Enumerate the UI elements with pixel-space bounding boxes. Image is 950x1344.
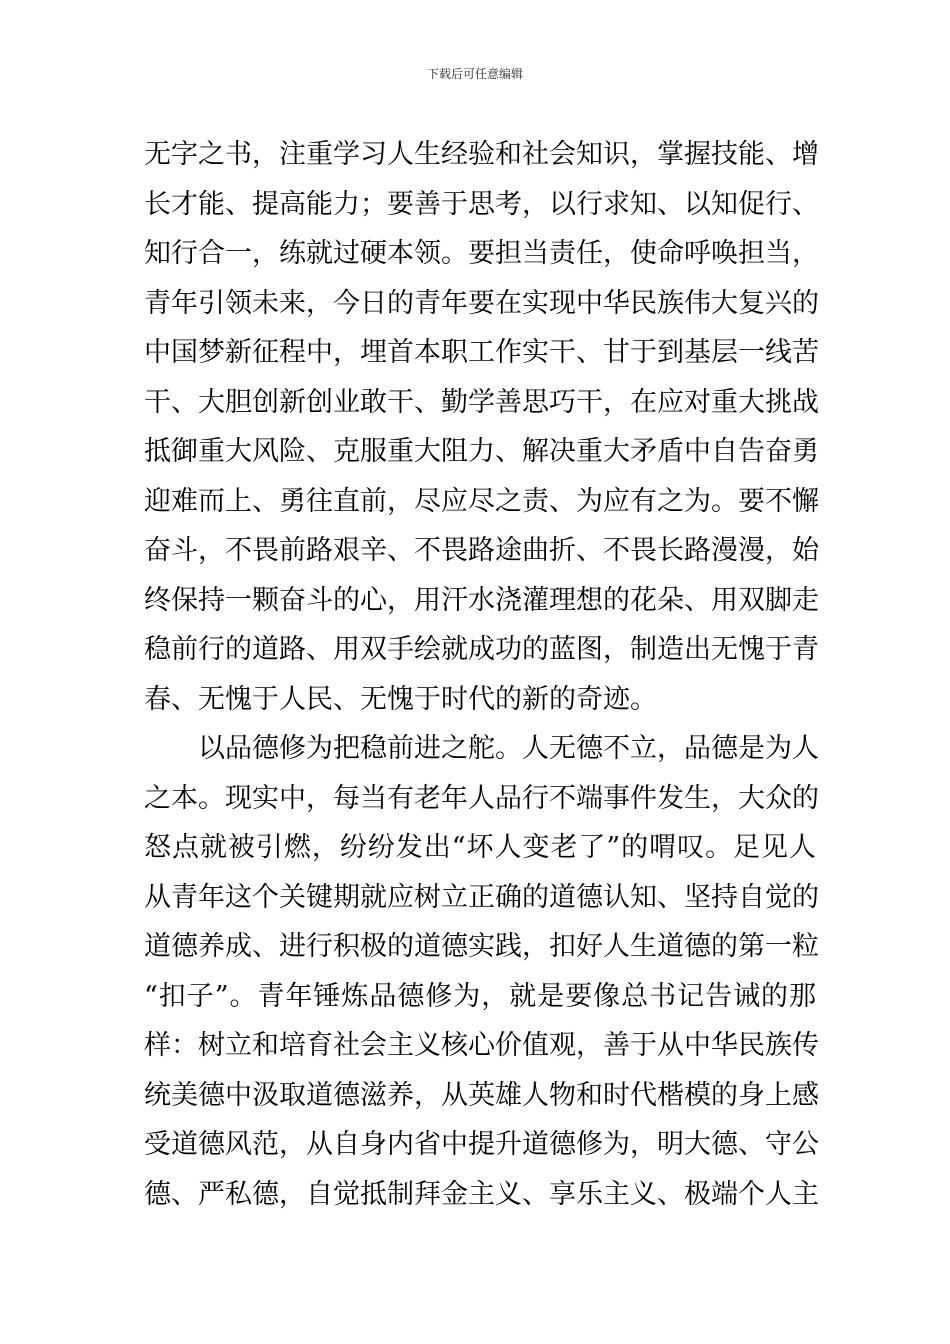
text-line: 中国梦新征程中，埋首本职工作实干、甘于到基层一线苦 — [144, 337, 819, 368]
text-line: 道德养成、进行积极的道德实践，扣好人生道德的第一粒 — [144, 931, 819, 962]
text-line: 奋斗，不畏前路艰辛、不畏路途曲折、不畏长路漫漫，始 — [144, 535, 819, 566]
text-line: 干、大胆创新创业敢干、勤学善思巧干，在应对重大挑战 — [144, 386, 819, 418]
text-line: 怒点就被引燃，纷纷发出“坏人变老了”的喟叹。足见人 — [144, 832, 816, 863]
text-line: 德、严私德，自觉抵制拜金主义、享乐主义、极端个人主 — [144, 1178, 819, 1210]
text-line: 统美德中汲取道德滋养，从英雄人物和时代楷模的身上感 — [144, 1079, 819, 1111]
document-body — [144, 130, 819, 1219]
text-line: 青年引领未来，今日的青年要在实现中华民族伟大复兴的 — [144, 287, 819, 319]
text-line: “扣子”。青年锤炼品德修为，就是要像总书记告诫的那 — [144, 980, 816, 1012]
text-line: 抵御重大风险、克服重大阻力、解决重大矛盾中自告奋勇 — [144, 436, 819, 467]
text-line: 受道德风范，从自身内省中提升道德修为，明大德、守公 — [144, 1129, 819, 1160]
text-line: 之本。现实中，每当有老年人品行不端事件发生，大众的 — [144, 782, 819, 814]
text-line: 稳前行的道路、用双手绘就成功的蓝图，制造出无愧于青 — [144, 634, 819, 665]
text-line: 长才能、提高能力；要善于思考，以行求知、以知促行、 — [144, 188, 819, 220]
paragraph-1 — [144, 130, 819, 724]
text-line: 终保持一颗奋斗的心，用汗水浇灌理想的花朵、用双脚走 — [144, 584, 819, 616]
text-line: 无字之书，注重学习人生经验和社会知识，掌握技能、增 — [144, 139, 819, 170]
text-line: 迎难而上、勇往直前，尽应尽之责、为应有之为。要不懈 — [144, 485, 819, 517]
paragraph-2 — [144, 724, 819, 1219]
page-header: 下载后可任意编辑 — [426, 67, 523, 81]
text-line: 知行合一，练就过硬本领。要担当责任，使命呼唤担当， — [144, 238, 819, 269]
text-line: 从青年这个关键期就应树立正确的道德认知、坚持自觉的 — [144, 881, 819, 913]
text-line: 春、无愧于人民、无愧于时代的新的奇迹。 — [144, 683, 657, 715]
text-line: 样：树立和培育社会主义核心价值观，善于从中华民族传 — [144, 1030, 819, 1061]
text-line: 以品德修为把稳前进之舵。人无德不立，品德是为人 — [198, 733, 819, 764]
